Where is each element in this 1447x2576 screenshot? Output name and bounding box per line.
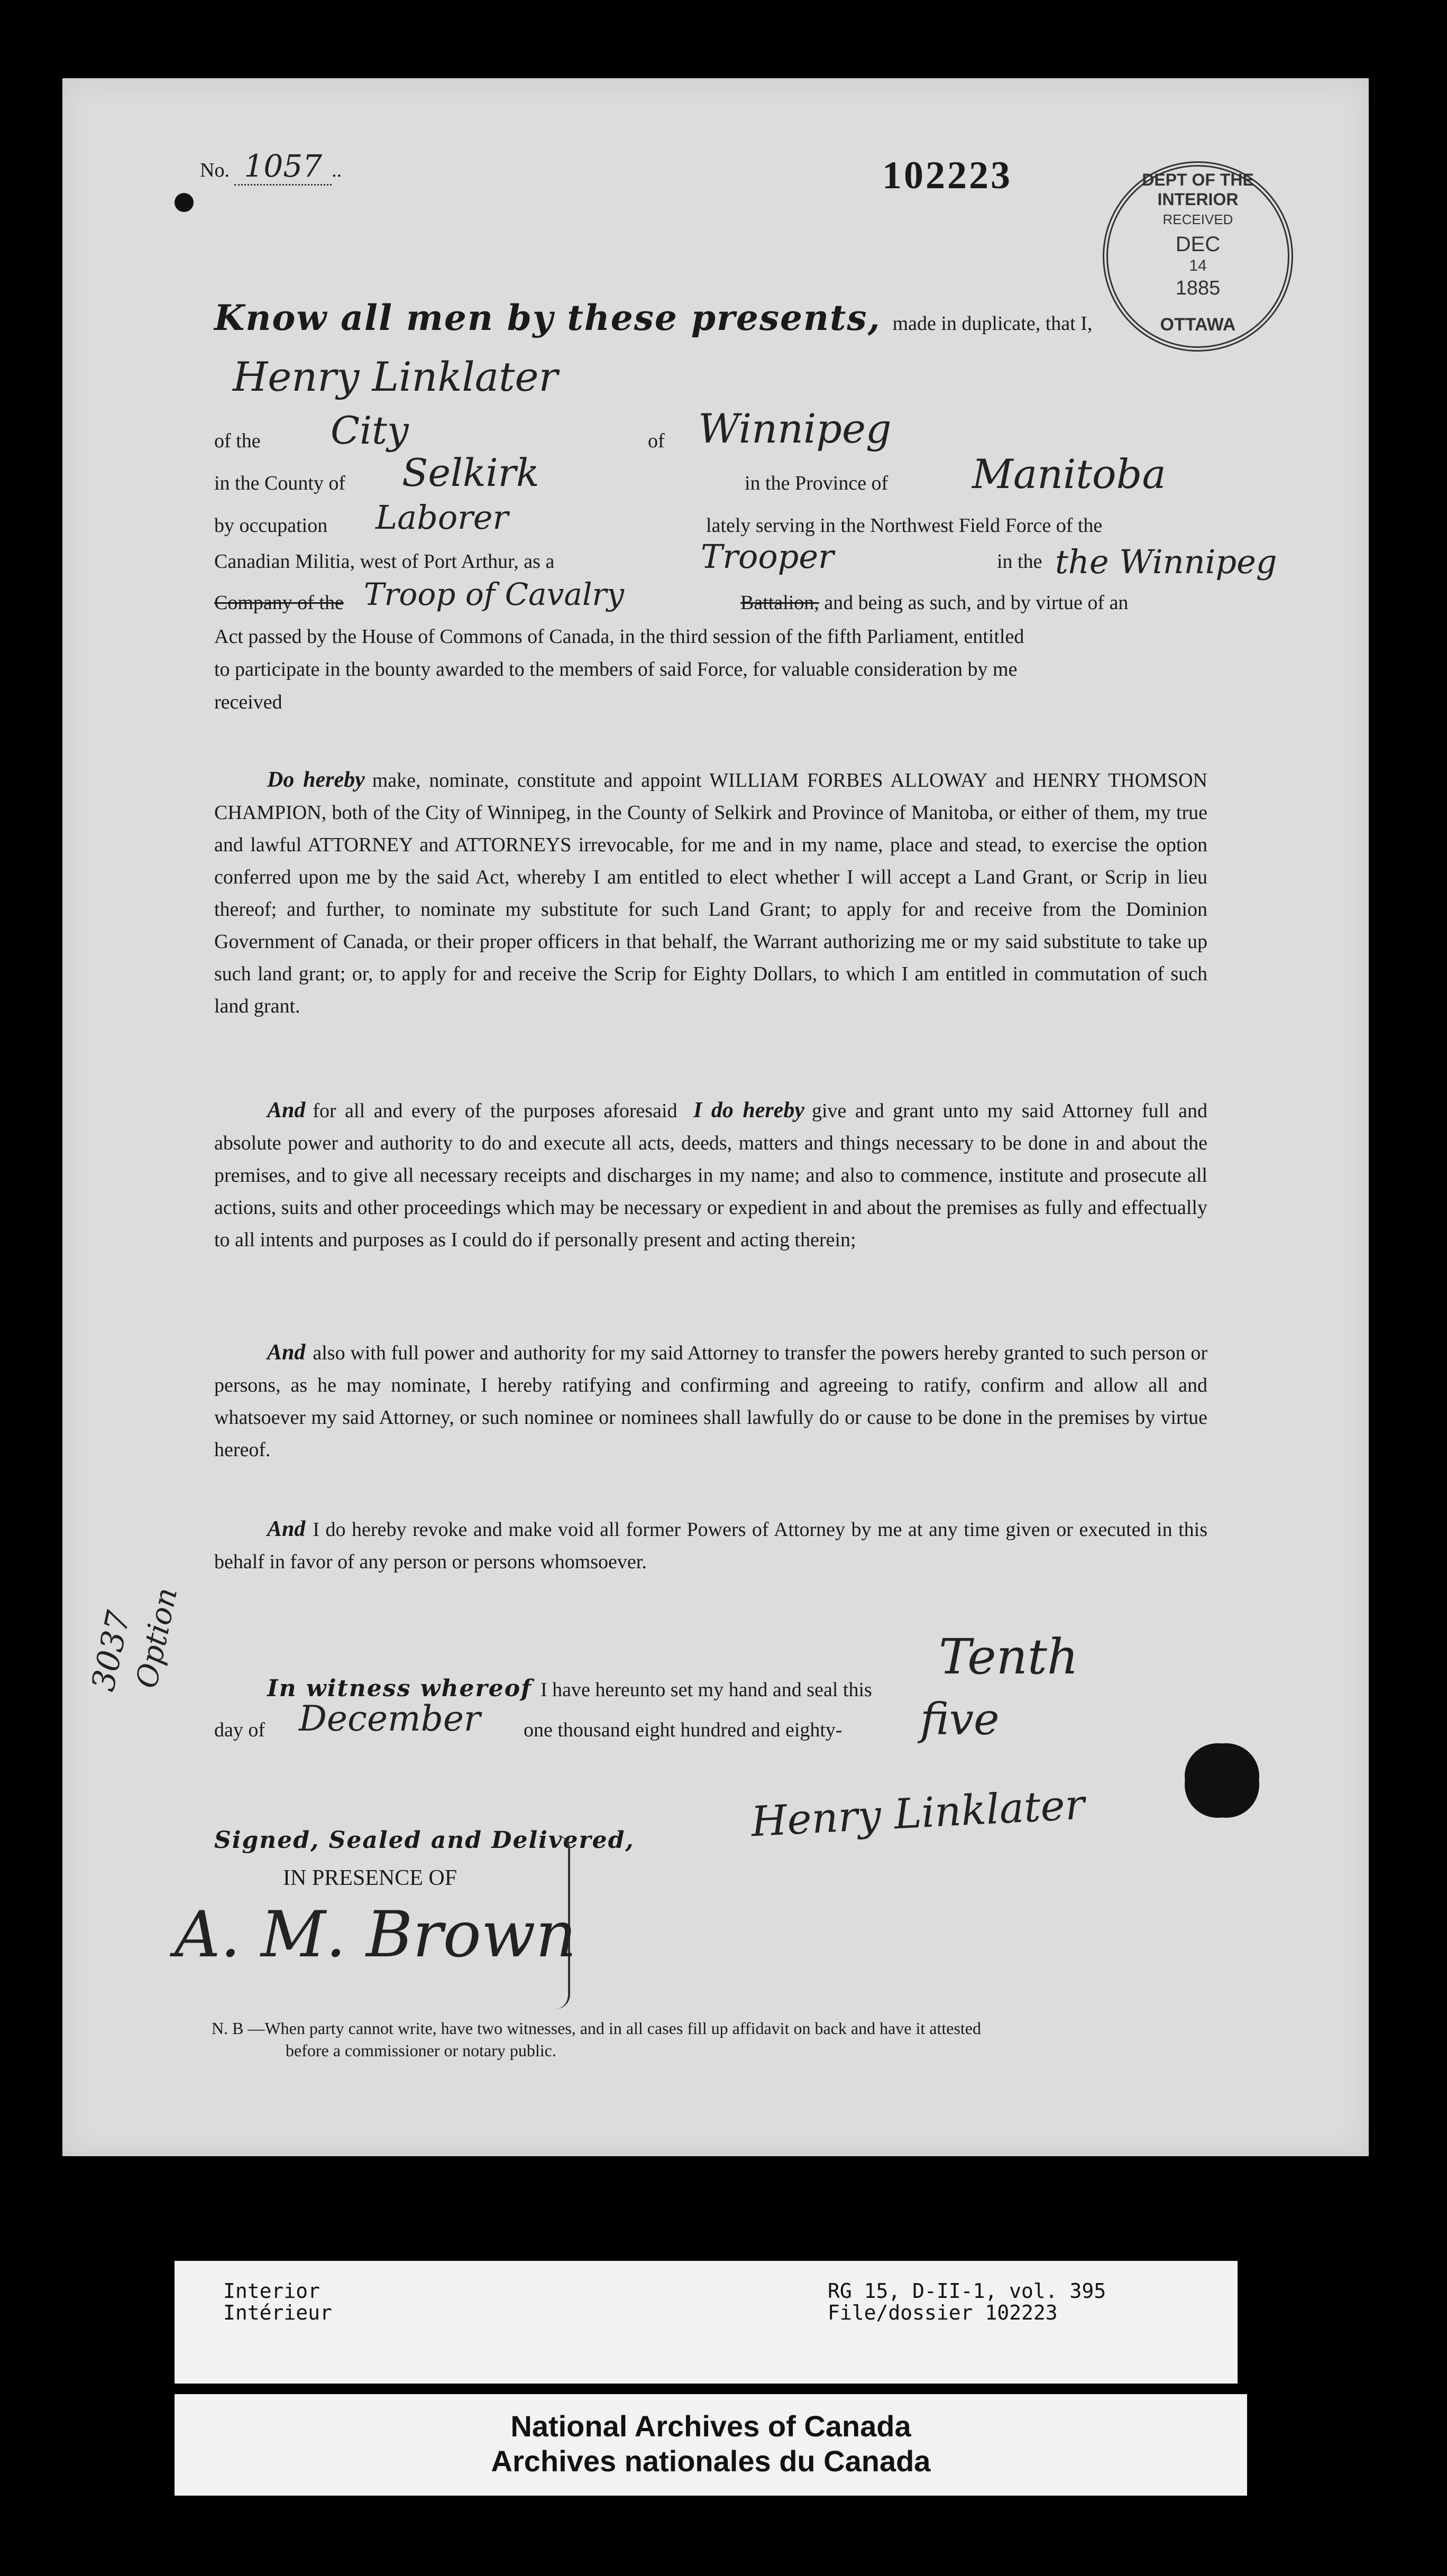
year-text: one thousand eight hundred and eighty- <box>524 1719 842 1741</box>
troop-value: Troop of Cavalry <box>364 576 624 612</box>
archive-name-en: National Archives of Canada <box>510 2409 911 2443</box>
stamp-year: 1885 <box>1175 277 1221 299</box>
nb-line2: before a commissioner or notary public. <box>286 2041 556 2060</box>
day-of-label: day of <box>214 1719 265 1741</box>
year-end: five <box>920 1695 1000 1745</box>
city-name: Winnipeg <box>698 405 892 452</box>
paragraph-revoke <box>214 1513 1207 1578</box>
archive-name-label <box>175 2394 1247 2496</box>
heading-tail: made in duplicate, that I, <box>892 312 1093 335</box>
occupation-label: by occupation <box>214 514 328 537</box>
paragraph-transfer-lead: And <box>267 1340 306 1365</box>
archive-reference-label <box>175 2261 1238 2384</box>
battalion-line <box>740 591 1128 614</box>
county-value: Selkirk <box>402 450 539 495</box>
number-value: 1057 <box>234 148 332 186</box>
nb-line1: When party cannot write, have two witnesses, and in all cases fill up affidavit on back and have it attested <box>264 2019 981 2038</box>
label-left-2: Intérieur <box>223 2301 332 2324</box>
battalion-struck: Battalion, <box>740 592 819 614</box>
label-left-1: Interior <box>223 2279 320 2303</box>
act-line: Act passed by the House of Commons of Canada, in the third session of the fifth Parliament, entitled <box>214 625 1024 648</box>
number-label: No. 1057 .. <box>200 148 342 184</box>
margin-note-option: Option <box>130 1585 185 1691</box>
witness-signature: A. M. Brown <box>175 1898 576 1972</box>
participate-line: to participate in the bounty awarded to the members of said Force, for valuable consideration by me <box>214 658 1018 680</box>
margin-note-number: 3037 <box>85 1607 138 1695</box>
stamp-top-text: DEPT OF THE INTERIOR <box>1142 170 1254 209</box>
county-label: in the County of <box>214 472 346 494</box>
paragraph-powers-text-a: for all and every of the purposes aforesaid <box>313 1100 677 1122</box>
witness-lead: In witness whereof <box>267 1675 532 1702</box>
stamp-received: RECEIVED <box>1162 211 1233 227</box>
stamp-month: DEC <box>1175 233 1221 256</box>
signed-heading: Signed, Sealed and Delivered, <box>214 1827 635 1854</box>
witness-month: December <box>299 1698 481 1739</box>
paragraph-appoint-text: make, nominate, constitute and appoint WILLIAM FORBES ALLOWAY and HENRY THOMSON CHAMPION, both of the City of Winnipeg, in the County of Selkirk and Province of Manitoba, or either of them, my true and lawful ATTORNEY and ATTORNEYS irrevocable, for me and in my name, place and stead, to exercise the option conferred upon me by the said Act, whereby I am entitled to elect whether I will accept a Land Grant, or Scrip in lieu thereof; and further, to nominate my substitute for such Land Grant; to apply for and receive from the Dominion Government of Canada, or their proper officers in that behalf, the Warrant authorizing me or my said substitute to take up such land grant; or, to apply for and receive the Scrip for Eighty Dollars, to which I am entitled in commutation of such land grant. <box>214 769 1207 1017</box>
received-line: received <box>214 691 282 713</box>
of-label: of <box>648 430 665 452</box>
province-value: Manitoba <box>972 450 1166 498</box>
stamp-day: 14 <box>1189 257 1207 274</box>
witness-text: I have hereunto set my hand and seal this <box>540 1679 872 1701</box>
paragraph-powers-lead: And <box>267 1098 306 1123</box>
label-right-1: RG 15, D-II-1, vol. 395 <box>828 2279 1106 2303</box>
of-the-label: of the <box>214 430 261 452</box>
serving-text: lately serving in the Northwest Field Force of the <box>706 514 1103 537</box>
paragraph-powers-mid: I do hereby <box>693 1098 804 1123</box>
occupation-value: Laborer <box>376 498 509 537</box>
company-struck: Company of the <box>214 592 344 614</box>
grantor-signature: Henry Linklater <box>750 1781 1086 1846</box>
paragraph-powers-text-b: give and grant unto my said Attorney full and absolute power and authority to do and execute all acts, deeds, matters and things necessary to be done in and about the premises, and to give all necessary receipts and discharges in my name; and also to commence, institute and prosecute all actions, suits and other proceedings which may be necessary or expedient in and about the premises as fully and effectually to all intents and purposes as I could do if personally present and acting therein; <box>214 1100 1207 1251</box>
paragraph-transfer-text: also with full power and authority for my said Attorney to transfer the powers hereby granted to such person or persons, as he may nominate, I hereby ratifying and confirming and agreeing to ratify, confirm and allow all and whatsoever my said Attorney, or such nominee or nominees shall lawfully do or cause to be done in the premises by virtue hereof. <box>214 1342 1207 1461</box>
paragraph-revoke-text: I do hereby revoke and make void all former Powers of Attorney by me at any time given or executed in this behalf in favor of any person or persons whomsoever. <box>214 1519 1207 1573</box>
battalion-tail: and being as such, and by virtue of an <box>824 592 1129 614</box>
heading-line <box>214 297 1092 338</box>
unit-value: the Winnipeg <box>1055 542 1277 581</box>
paragraph-appoint <box>214 764 1207 1023</box>
label-right-2: File/dossier 102223 <box>828 2301 1058 2324</box>
heading: Know all men by these presents, <box>214 297 881 338</box>
in-the-label: in the <box>997 550 1042 573</box>
nb-note <box>212 2019 981 2038</box>
nb-lead: N. B — <box>212 2019 265 2038</box>
stamp-bottom-text: OTTAWA <box>1160 315 1236 335</box>
witness-day: Tenth <box>939 1629 1079 1685</box>
grantor-name: Henry Linklater <box>233 353 558 400</box>
wax-seal <box>1189 1747 1255 1814</box>
paragraph-revoke-lead: And <box>267 1517 306 1541</box>
archive-name-fr: Archives nationales du Canada <box>491 2444 931 2478</box>
paragraph-appoint-lead: Do hereby <box>267 768 365 792</box>
file-number: 102223 <box>882 154 1012 197</box>
militia-text: Canadian Militia, west of Port Arthur, as a <box>214 550 555 573</box>
paragraph-transfer <box>214 1337 1207 1466</box>
province-label: in the Province of <box>745 472 889 494</box>
rank-value: Trooper <box>701 537 834 576</box>
paragraph-powers <box>214 1094 1207 1256</box>
city-value: City <box>331 408 409 453</box>
punch-hole <box>175 193 194 212</box>
presence-label: IN PRESENCE OF <box>283 1866 457 1890</box>
